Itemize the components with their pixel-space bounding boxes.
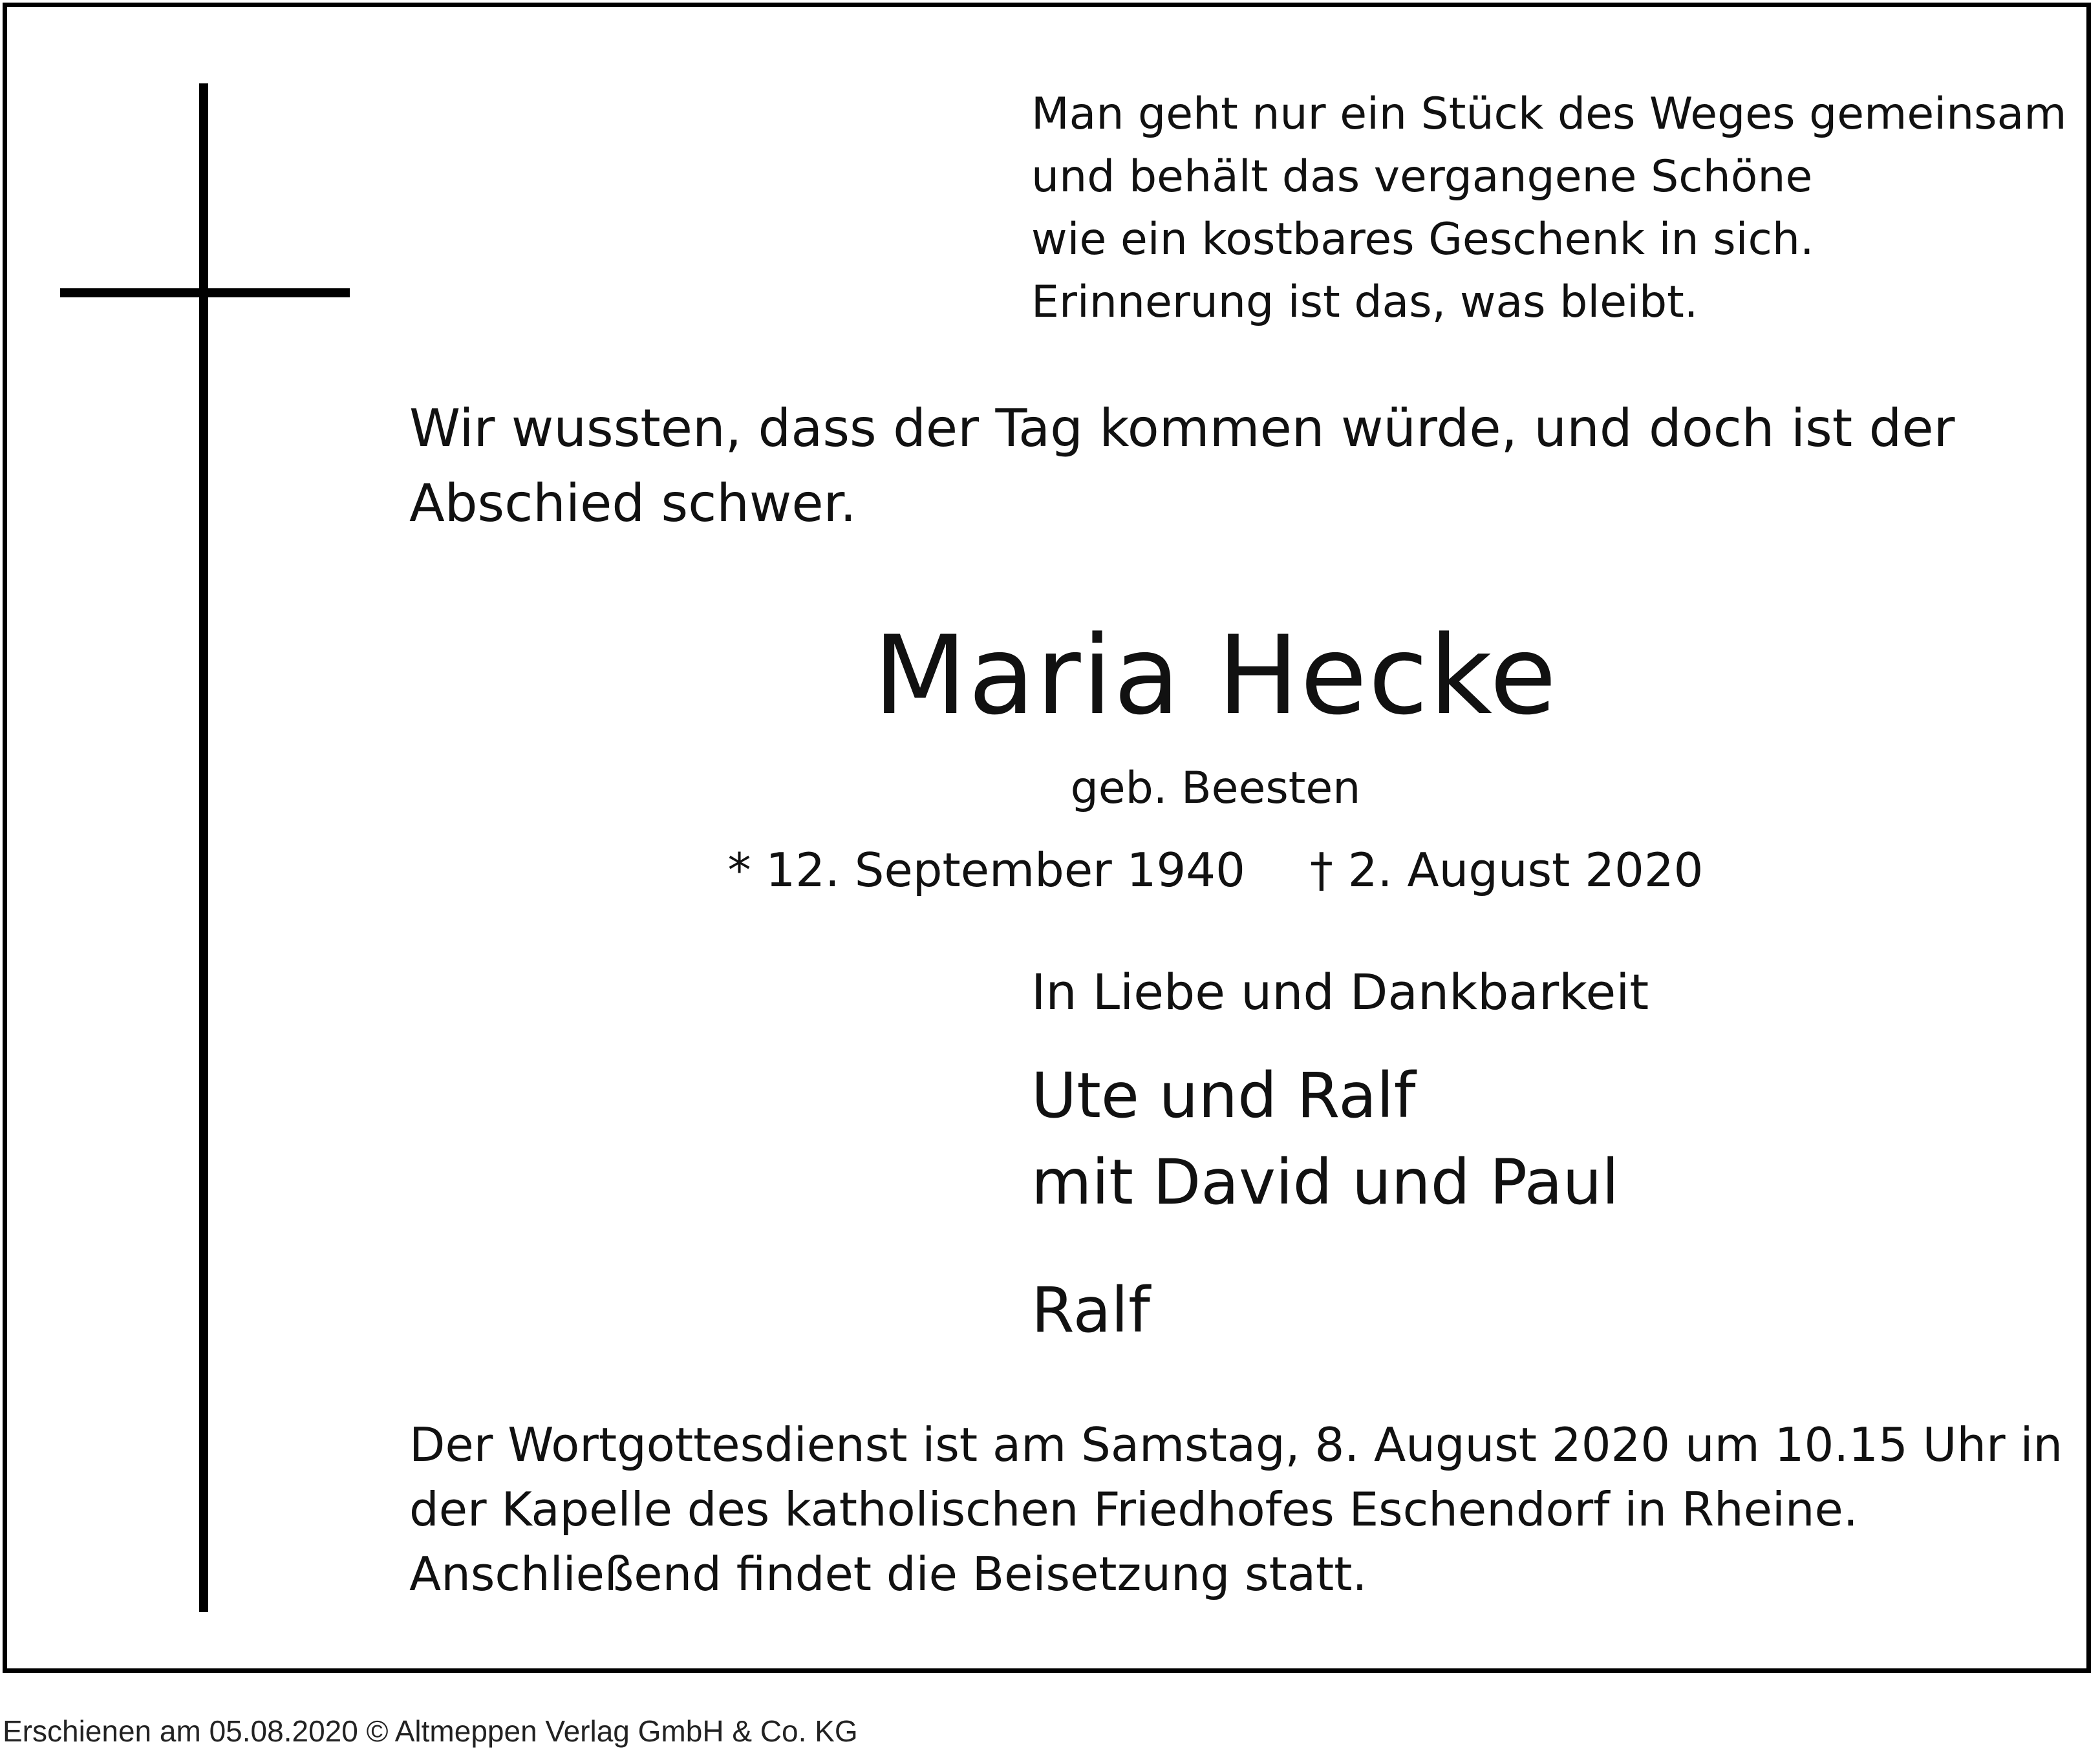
service-line: der Kapelle des katholischen Friedhofes Eschendorf in Rheine.	[409, 1482, 1858, 1537]
quote-line: und behält das vergangene Schöne	[1031, 151, 1813, 202]
quote-line: wie ein kostbares Geschenk in sich.	[1031, 214, 1814, 265]
mourner-line: Ute und Ralf	[1031, 1059, 1416, 1132]
service-line: Anschließend findet die Beisetzung statt.	[409, 1547, 1367, 1601]
quote-block	[1031, 83, 2067, 334]
quote-line: Man geht nur ein Stück des Weges gemeinsam	[1031, 89, 2067, 140]
service-line: Der Wortgottesdienst ist am Samstag, 8. August 2020 um 10.15 Uhr in	[409, 1418, 2063, 1472]
deceased-name: Maria Hecke	[873, 612, 1558, 739]
birth-date: * 12. September 1940	[727, 843, 1245, 897]
life-dates	[0, 839, 2100, 901]
mourner-line: mit David und Paul	[1031, 1146, 1620, 1218]
publication-footer: Erschienen am 05.08.2020 © Altmeppen Verlag GmbH & Co. KG	[3, 1714, 858, 1748]
maiden-name: geb. Beesten	[1070, 763, 1361, 814]
intro-text	[409, 391, 1955, 541]
death-date: † 2. August 2020	[1309, 843, 1704, 897]
cross-icon-horizontal-bar	[60, 288, 350, 297]
service-info	[409, 1412, 2062, 1606]
intro-line: Wir wussten, dass der Tag kommen würde, und doch ist der	[409, 398, 1955, 458]
thanks-line: In Liebe und Dankbarkeit	[1031, 963, 1649, 1021]
mourners-group-1	[1031, 1052, 1619, 1226]
intro-line: Abschied schwer.	[409, 473, 857, 533]
quote-line: Erinnerung ist das, was bleibt.	[1031, 277, 1698, 328]
mourners-group-2: Ralf	[1031, 1274, 1150, 1346]
